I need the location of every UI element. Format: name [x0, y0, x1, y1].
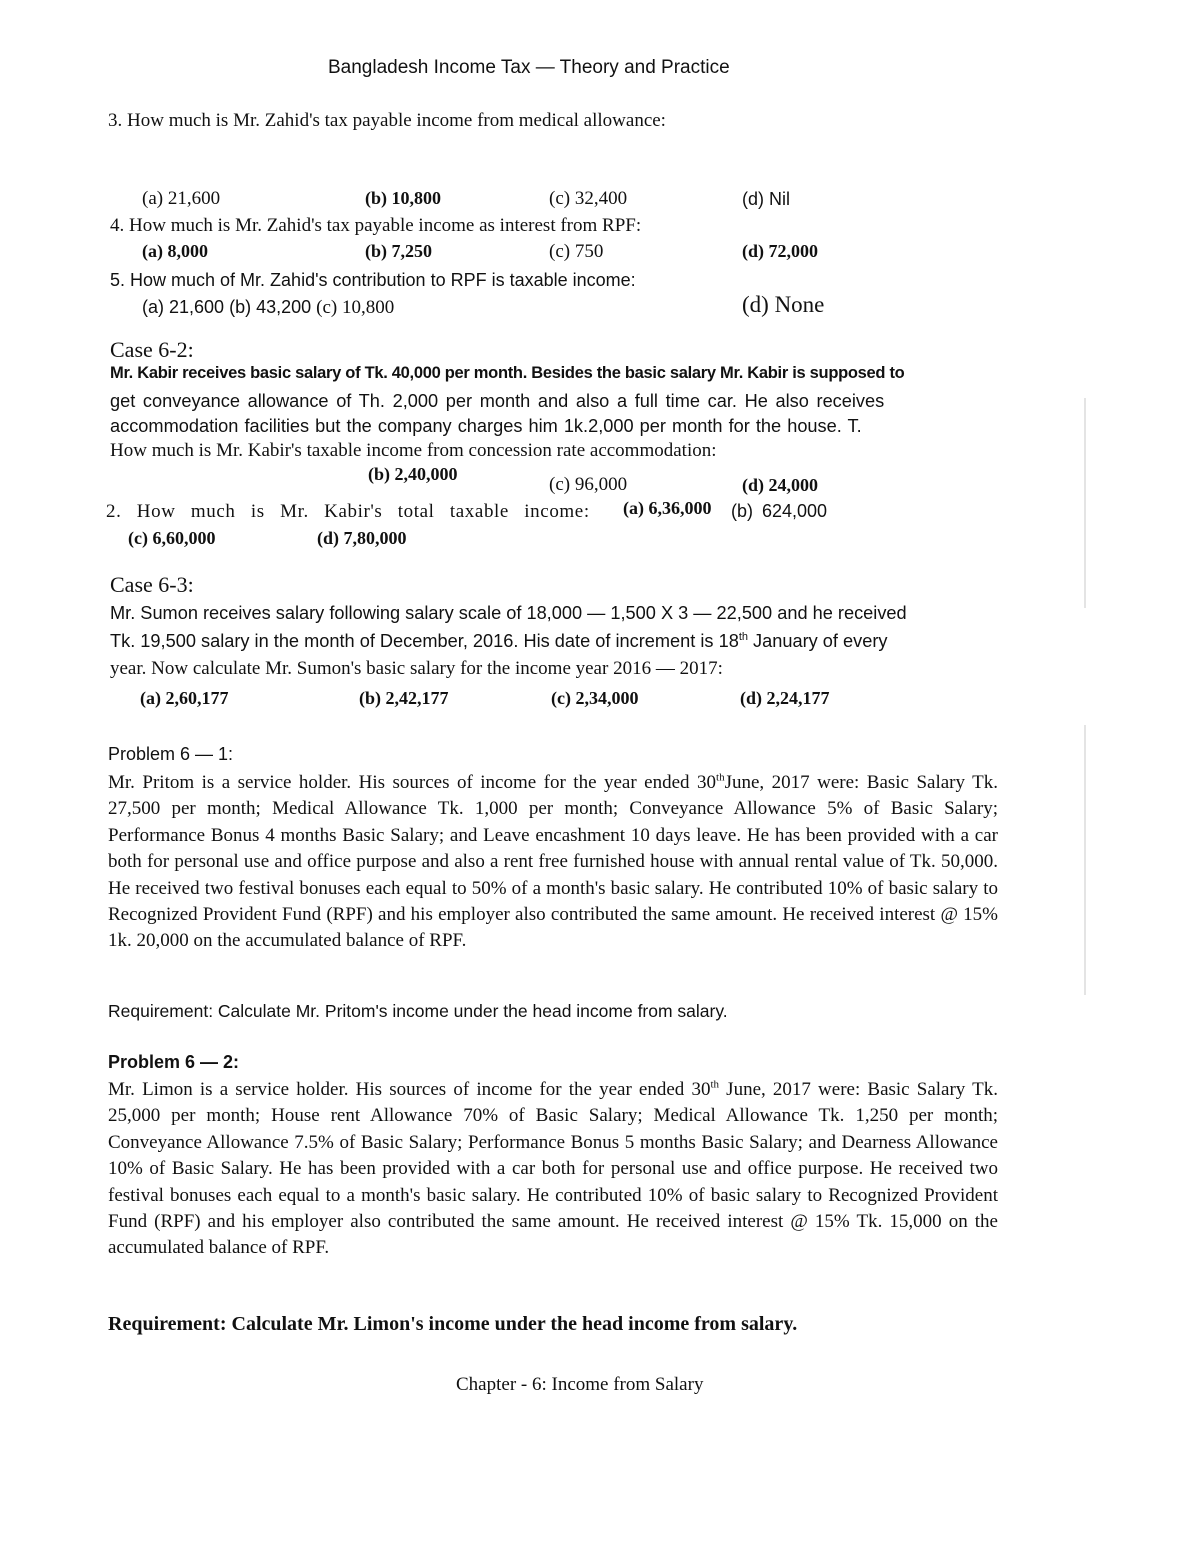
case-6-3-option-a: (a) 2,60,177	[140, 688, 229, 708]
case-6-3-line-3: year. Now calculate Mr. Sumon's basic salary for the income year 2016 — 2017:	[110, 658, 723, 679]
case-6-3-option-c: (c) 2,34,000	[551, 688, 639, 708]
case-6-2-question-2: 2. How much is Mr. Kabir's total taxable income:	[106, 501, 590, 522]
q5-option-c: (c) 10,800	[316, 297, 395, 318]
problem-6-2-text	[108, 1077, 998, 1262]
q4-option-a: (a) 8,000	[142, 241, 208, 261]
case-6-2-option-d: (d) 24,000	[742, 475, 818, 495]
scan-artifact-line	[1084, 398, 1086, 608]
q5-option-a: (a) 21,600	[142, 297, 225, 317]
case-6-2-q2-option-d: (d) 7,80,000	[317, 528, 407, 548]
problem-6-2-text-start: Mr. Limon is a service holder. His sources of income for the year ended 30	[108, 1079, 711, 1100]
q3-option-d: (d) Nil	[742, 189, 790, 209]
case-6-3-heading: Case 6-3:	[110, 572, 194, 597]
problem-6-1-superscript: th	[716, 771, 725, 784]
question-5: 5. How much of Mr. Zahid's contribution to RPF is taxable income:	[110, 270, 636, 290]
q5-option-d: (d) None	[742, 292, 825, 317]
case-6-3-option-d: (d) 2,24,177	[740, 688, 830, 708]
case-6-3-option-b: (b) 2,42,177	[359, 688, 449, 708]
q3-option-c: (c) 32,400	[549, 188, 628, 209]
case-6-2-q2-option-a: (a) 6,36,000	[623, 498, 712, 518]
q5-option-b: (b) 43,200	[229, 297, 312, 317]
problem-6-1-requirement: Requirement: Calculate Mr. Pritom's income under the head income from salary.	[108, 1001, 728, 1021]
scan-artifact-line	[1084, 725, 1086, 995]
q3-option-b: (b) 10,800	[365, 188, 441, 208]
case-6-2-line-4: How much is Mr. Kabir's taxable income from concession rate accommodation:	[110, 440, 717, 461]
q4-option-c: (c) 750	[549, 241, 604, 262]
problem-6-1-text-rest: June, 2017 were: Basic Salary Tk. 27,500 per month; Medical Allowance Tk. 1,000 per month; Conveyance Allowance 5% of Basic Salary; Performance Bonus 4 months Basic Salary; and Leave encashment 10 days leave. He has been provided with a car both for personal use and office purpose and also a rent free furnished house with annual rental value of Tk. 50,000. He received two festival bonuses each equal to 50% of a month's basic salary. He contributed 10% of basic salary to Recognized Provident Fund (RPF) and his employer also contributed the same amount. He received interest @ 15% 1k. 20,000 on the accumulated balance of RPF.	[108, 772, 998, 952]
case-6-2-line-1: Mr. Kabir receives basic salary of Tk. 40,000 per month. Besides the basic salary Mr. Kabir is supposed to	[110, 364, 905, 382]
case-6-2-q2-option-c: (c) 6,60,000	[128, 528, 216, 548]
page-header: Bangladesh Income Tax — Theory and Practice	[328, 57, 730, 78]
problem-6-1-heading: Problem 6 — 1:	[108, 744, 234, 764]
problem-6-2-text-rest: June, 2017 were: Basic Salary Tk. 25,000 per month; House rent Allowance 70% of Basic Salary; Medical Allowance Tk. 1,250 per month; Conveyance Allowance 7.5% of Basic Salary; Performance Bonus 5 months Basic Salary; and Dearness Allowance 10% of Basic Salary. He has been provided with a car both for personal use and office purpose. He received two festival bonuses each equal to a month's basic salary. He contributed 10% of basic salary to Recognized Provident Fund (RPF) and his employer also contributed the same amount. He received interest @ 15% Tk. 15,000 on the accumulated balance of RPF.	[108, 1079, 998, 1259]
problem-6-2-heading: Problem 6 — 2:	[108, 1052, 240, 1072]
case-6-2-q2-option-b: (b) 624,000	[731, 501, 828, 521]
problem-6-1-text	[108, 770, 998, 955]
case-6-3-line-1: Mr. Sumon receives salary following salary scale of 18,000 — 1,500 X 3 — 22,500 and he received	[110, 603, 907, 623]
problem-6-2-requirement: Requirement: Calculate Mr. Limon's income under the head income from salary.	[108, 1313, 798, 1335]
q4-option-b: (b) 7,250	[365, 241, 432, 261]
question-3: 3. How much is Mr. Zahid's tax payable income from medical allowance:	[108, 110, 666, 131]
question-4: 4. How much is Mr. Zahid's tax payable income as interest from RPF:	[110, 215, 642, 236]
case-6-2-option-b: (b) 2,40,000	[368, 464, 458, 484]
case-6-3-line-2	[110, 631, 888, 652]
q3-option-a: (a) 21,600	[142, 188, 221, 209]
q5-options-row	[142, 297, 394, 319]
case-6-3-line-2-end: January of every	[748, 631, 888, 651]
case-6-2-line-2: get conveyance allowance of Th. 2,000 per month and also a full time car. He also receives	[110, 391, 885, 411]
case-6-2-line-3: accommodation facilities but the company charges him 1k.2,000 per month for the house. T.	[110, 416, 862, 436]
page-footer: Chapter - 6: Income from Salary	[456, 1374, 704, 1395]
problem-6-2-superscript: th	[710, 1078, 720, 1091]
q4-option-d: (d) 72,000	[742, 241, 818, 261]
case-6-2-option-c: (c) 96,000	[549, 474, 628, 495]
case-6-3-line-2-text: Tk. 19,500 salary in the month of December, 2016. His date of increment is 18	[110, 631, 739, 651]
problem-6-1-text-start: Mr. Pritom is a service holder. His sources of income for the year ended 30	[108, 772, 717, 793]
case-6-2-heading: Case 6-2:	[110, 337, 194, 362]
case-6-3-superscript: th	[738, 630, 748, 643]
